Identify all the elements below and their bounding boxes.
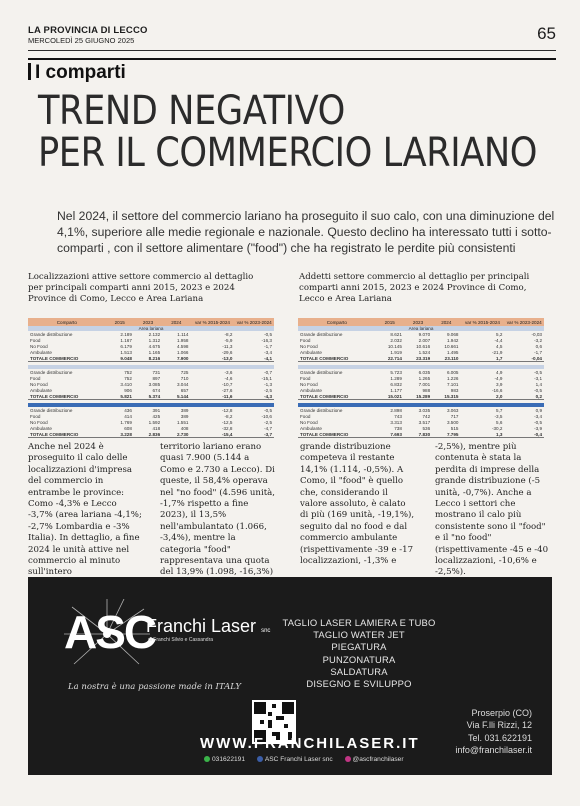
table-total-cell: 7.795 (432, 431, 460, 438)
table-cell: 725 (180, 369, 189, 375)
table-total-cell: 1,3 (460, 431, 504, 438)
table-cell: 1.289 (390, 375, 402, 381)
table-header-row (28, 318, 274, 326)
table-cell: 0,9 (535, 407, 542, 413)
table-cell: -1,7 (534, 349, 542, 355)
table-cell: 5,7 (496, 407, 503, 413)
table-band-label: Area lariana (298, 326, 544, 331)
table-cell: Ambulante (30, 349, 52, 355)
table-total-cell: 5.144 (162, 393, 190, 400)
table-cell: -10,7 (221, 381, 233, 387)
ad-service-item: TAGLIO LASER LAMIERA E TUBO (282, 617, 436, 628)
table-cell: 1.592 (148, 419, 161, 425)
table-caption-localizzazioni: Localizzazioni attive settore commercio al dettaglio per principali comparti anni 2015, 2023 e 2024 Province di Como, Lecco e Area Lariana (28, 272, 254, 304)
ad-service-item: PUNZONATURA (322, 653, 396, 665)
table-cell: 1.942 (446, 337, 459, 343)
table-cell: 657 (180, 387, 189, 393)
table-cell: No Food (300, 381, 318, 387)
table-header-cell: Comparto (298, 318, 376, 326)
table-cell: Food (300, 413, 311, 419)
table-total-cell: 5.374 (134, 393, 162, 400)
table-total-cell: 7.830 (404, 431, 432, 438)
table-cell: 3,9 (496, 381, 503, 387)
table-cell: -5,9 (224, 337, 233, 343)
table-cell: 1.524 (418, 349, 431, 355)
table-total-cell: -11,6 (190, 393, 234, 400)
table-cell: Grande distribuzione (30, 407, 73, 413)
table-cell: 414 (124, 413, 132, 419)
table-cell: No Food (30, 343, 48, 349)
table-header-cell: 2023 (134, 318, 162, 326)
table-cell: -3,5 (494, 413, 503, 419)
table-cell: 3.044 (176, 381, 189, 387)
table-cell: 408 (180, 425, 189, 431)
table-total-cell: 23.110 (432, 355, 460, 362)
ad-services-list (268, 617, 450, 690)
table-cell: -3,2 (534, 337, 542, 343)
table-cell: 5,6 (496, 419, 503, 425)
table-cell: 983 (450, 387, 459, 393)
table-cell: Food (30, 375, 41, 381)
table-cell: 3.517 (418, 419, 431, 425)
ad-service-item: TAGLIO WATER JET (313, 629, 405, 641)
table-cell: 2.132 (148, 331, 161, 337)
ad-service-item: PIEGATURA (331, 641, 387, 653)
table-cell: -0,5 (264, 331, 272, 337)
table-total-cell: 23.319 (404, 355, 432, 362)
table-cell: 7.001 (418, 381, 431, 387)
table-cell: 738 (394, 425, 402, 431)
publication-name: LA PROVINCIA DI LECCO (28, 25, 148, 36)
table-total-cell: 15.021 (376, 393, 404, 400)
table-total-cell: 2.836 (134, 431, 162, 438)
table-cell: -15,1 (261, 375, 272, 381)
table-cell: -12,8 (221, 407, 233, 413)
table-cell: 1.769 (120, 419, 132, 425)
page-header (28, 22, 556, 52)
table-total-cell: TOTALE COMMERCIO (28, 355, 106, 362)
table-header-cell: var % 2023-2024 (504, 318, 544, 326)
table-cell: -4,9 (494, 375, 503, 381)
table-cell: 3.313 (390, 419, 402, 425)
table-cell: 6.832 (390, 381, 402, 387)
ad-facebook-name: ASC Franchi Laser snc (264, 756, 333, 763)
table-total-cell: 2.730 (162, 431, 190, 438)
section-label (28, 62, 126, 84)
table-cell: Grande distribuzione (30, 331, 73, 337)
table-cell: 4,9 (496, 369, 503, 375)
table-cell: No Food (30, 381, 48, 387)
table-cell: 389 (180, 407, 189, 413)
ad-company-name (146, 616, 270, 637)
table-cell: -0,5 (534, 419, 542, 425)
table-cell: 10.661 (444, 343, 459, 349)
headline (38, 88, 538, 176)
table-header-row (298, 318, 544, 326)
section-bar (28, 63, 31, 80)
table-cell: 717 (450, 413, 459, 419)
table-total-cell: 22.714 (376, 355, 404, 362)
table-total-row (28, 431, 274, 438)
ad-service-item: DISEGNO E SVILUPPO (306, 678, 412, 690)
table-addetti (298, 318, 544, 438)
table-total-cell: TOTALE COMMERCIO (28, 393, 106, 400)
table-total-cell: TOTALE COMMERCIO (298, 431, 376, 438)
table-cell: 906 (124, 387, 132, 393)
table-cell: 4.675 (148, 343, 161, 349)
table-cell: -8,2 (224, 413, 233, 419)
table-cell: -4,7 (264, 425, 272, 431)
table-total-cell: 15.315 (432, 393, 460, 400)
advertisement[interactable] (28, 577, 552, 775)
header-rule (28, 50, 556, 51)
table-cell: 1.114 (177, 331, 189, 337)
table-cell: 0,6 (535, 343, 542, 349)
table-cell: 1.167 (120, 337, 132, 343)
table-total-cell: 2,0 (460, 393, 504, 400)
table-header-cell: var % 2015-2024 (460, 318, 504, 326)
table-cell: 2.007 (418, 337, 431, 343)
ad-address-street: Via F.lli Rizzi, 12 (466, 720, 532, 731)
table-cell: 3.410 (120, 381, 132, 387)
table-cell: 1.551 (176, 419, 189, 425)
table-cell: -32,8 (221, 425, 233, 431)
facebook-icon (257, 756, 263, 762)
table-cell: 742 (422, 413, 431, 419)
table-cell: 10.145 (387, 343, 402, 349)
table-total-cell: 8.216 (134, 355, 162, 362)
table-cell: -3,4 (534, 413, 542, 419)
table-header-cell: var % 2023-2024 (234, 318, 274, 326)
table-cell: Grande distribuzione (30, 369, 73, 375)
table-cell: -2,5 (264, 387, 272, 393)
table-cell: 3.035 (418, 407, 431, 413)
table-header-cell: 2024 (162, 318, 190, 326)
table-cell: -16,6 (491, 387, 503, 393)
table-header-cell: var % 2015-2024 (190, 318, 234, 326)
table-cell: -2,5 (264, 419, 272, 425)
table-cell: -3,6 (224, 369, 233, 375)
table-cell: 4,5 (496, 343, 503, 349)
ad-whatsapp[interactable] (204, 756, 245, 763)
table-cell: 1.165 (148, 349, 161, 355)
table-cell: 1.265 (418, 375, 431, 381)
table-cell: -16,3 (261, 337, 272, 343)
section-rule (28, 58, 556, 60)
whatsapp-icon (204, 756, 210, 762)
ad-service-item: SALDATURA (330, 665, 388, 677)
table-cell: No Food (300, 343, 318, 349)
section-text: I comparti (35, 62, 126, 83)
table-cell: Ambulante (30, 425, 52, 431)
table-cell: Food (300, 375, 311, 381)
table-cell: 5.723 (390, 369, 402, 375)
table-cell: 2.898 (390, 407, 402, 413)
table-total-cell: TOTALE COMMERCIO (298, 393, 376, 400)
table-cell: -3,4 (264, 349, 272, 355)
ad-website-link[interactable]: WWW.FRANCHILASER.IT (200, 735, 420, 752)
table-cell: 1.177 (390, 387, 402, 393)
table-cell: 391 (152, 407, 161, 413)
table-cell: Grande distribuzione (300, 331, 343, 337)
table-cell: 425 (152, 413, 161, 419)
table-cell: -29,6 (221, 349, 233, 355)
table-cell: 752 (124, 369, 132, 375)
table-cell: -0,5 (534, 387, 542, 393)
table-cell: 3.500 (446, 419, 459, 425)
table-cell: 4.598 (176, 343, 189, 349)
ad-brand-logo: ASC (64, 606, 156, 658)
table-total-cell: -4,1 (234, 355, 274, 362)
issue-date: MERCOLEDÌ 25 GIUGNO 2025 (28, 36, 135, 45)
table-total-cell: -13,0 (190, 355, 234, 362)
table-cell: 1.495 (446, 349, 459, 355)
table-cell: -3,1 (534, 375, 542, 381)
instagram-icon (345, 756, 351, 762)
table-total-cell: 15.289 (404, 393, 432, 400)
table-total-cell: TOTALE COMMERCIO (28, 431, 106, 438)
table-cell: 2.032 (390, 337, 402, 343)
headline-line-1: TREND NEGATIVO (38, 88, 345, 134)
table-cell: -21,9 (491, 349, 503, 355)
table-header-cell: 2015 (376, 318, 404, 326)
table-cell: 389 (180, 413, 189, 419)
table-cell: 674 (152, 387, 161, 393)
table-cell: Ambulante (30, 387, 52, 393)
table-cell: 7.101 (446, 381, 459, 387)
table-cell: 1.312 (148, 337, 161, 343)
table-cell: 1.958 (176, 337, 189, 343)
table-cell: 9.070 (418, 331, 431, 337)
table-cell: -0,5 (534, 369, 542, 375)
table-cell: Grande distribuzione (300, 407, 343, 413)
table-cell: 418 (152, 425, 161, 431)
table-cell: -0,03 (531, 331, 542, 337)
table-cell: -0,5 (264, 407, 272, 413)
ad-address (455, 707, 532, 756)
ad-address-phone: Tel. 031.622191 (467, 732, 532, 743)
table-total-row (298, 431, 544, 438)
table-cell: Food (30, 337, 41, 343)
table-total-cell: 0,2 (504, 393, 544, 400)
body-column-4: -2,5%), mentre più contenuta è stata la perdita di imprese della grande distribuzione (-5 unità, -0,7%). Anche a Lecco i settori che mostrano il calo più consistente sono il "food" e il "no food" (rispettivamente -45 e -40 localizzazioni, -10,6% e -2,5%). (435, 442, 549, 578)
ad-address-email[interactable]: info@franchilaser.it (455, 744, 532, 755)
body-column-2: territorio lariano erano quasi 7.900 (5.144 a Como e 2.730 a Lecco). Di queste, il 58,4% operava nel "no food" (4.596 unità, -1,7% rispetto a fine 2023), il 13,5% nell'ambulantato (1.066, -3,4%), mentre la categoria "food" rappresentava una quota del 13,9% (1.098, -16,3%) (160, 442, 276, 578)
table-cell: -4,6 (224, 375, 233, 381)
table-total-cell: 7.693 (376, 431, 404, 438)
table-cell: 731 (152, 369, 161, 375)
ad-whatsapp-number: 031622191 (212, 756, 246, 763)
table-cell: -0,7 (264, 369, 272, 375)
table-total-cell: 5.821 (106, 393, 134, 400)
table-cell: No Food (300, 419, 318, 425)
ad-company-subtitle: di Franchi Silvio e Cassandra (148, 637, 214, 643)
table-cell: -4,4 (494, 337, 503, 343)
ad-facebook[interactable] (257, 756, 333, 763)
body-column-3: grande distribuzione competeva il restante 14,1% (1.114, -0,5%). A Como, il "food" è quello che, considerando il valore assoluto, è calato di più (169 unità, -19,1%), seguito dal no food e dal commercio ambulante (rispettivamente -39 e -17 localizzazioni, -1,3% e (300, 442, 415, 567)
table-header-cell: 2023 (404, 318, 432, 326)
lead-paragraph: Nel 2024, il settore del commercio lariano ha proseguito il suo calo, con una diminuzione del 4,1%, superiore alle medie regionale e nazionale. Questo declino ha interessato tutti i sotto-comparti , con il settore alimentare ("food") che ha registrato le perdite più consistenti (57, 209, 555, 255)
table-cell: 1.066 (176, 349, 189, 355)
table-cell: 1.919 (390, 349, 402, 355)
headline-line-2: PER IL COMMERCIO LARIANO (38, 130, 538, 176)
ad-instagram-handle: @ascfranchilaser (352, 756, 404, 763)
data-table (28, 318, 274, 438)
table-cell: 1.226 (446, 375, 459, 381)
table-cell: 608 (124, 425, 132, 431)
table-cell: 752 (124, 375, 132, 381)
table-cell: 897 (152, 375, 161, 381)
table-cell: -8,2 (224, 331, 233, 337)
table-cell: 536 (422, 425, 431, 431)
table-cell: 436 (124, 407, 132, 413)
table-cell: 6.179 (120, 343, 132, 349)
table-total-cell: 1,7 (460, 355, 504, 362)
table-cell: 10.616 (416, 343, 431, 349)
table-total-cell: 9.048 (106, 355, 134, 362)
table-cell: Ambulante (300, 387, 322, 393)
table-cell: 743 (394, 413, 402, 419)
ad-slogan: La nostra è una passione made in ITALY (68, 682, 241, 692)
ad-company-suffix: snc (261, 628, 271, 634)
table-total-cell: 3.228 (106, 431, 134, 438)
table-cell: 710 (180, 375, 189, 381)
table-cell: 3.063 (446, 407, 459, 413)
ad-address-city: Proserpio (CO) (471, 708, 532, 718)
table-cell: -1,3 (264, 381, 272, 387)
table-cell: -10,6 (261, 413, 272, 419)
table-caption-addetti: Addetti settore commercio al dettaglio per principali comparti anni 2015, 2023 e 2024 Province di Como, Lecco e Area Lariana (299, 272, 530, 304)
table-cell: Food (30, 413, 41, 419)
table-cell: Ambulante (300, 349, 322, 355)
table-total-cell: -15,4 (190, 431, 234, 438)
data-table (298, 318, 544, 438)
table-header-cell: Comparto (28, 318, 106, 326)
table-cell: No Food (30, 419, 48, 425)
table-cell: 8.621 (390, 331, 402, 337)
table-total-cell: -0,4 (504, 431, 544, 438)
table-cell: 3.085 (148, 381, 161, 387)
table-total-cell: -3,7 (234, 431, 274, 438)
table-total-cell: 7.900 (162, 355, 190, 362)
ad-contacts (204, 756, 414, 763)
table-cell: Food (300, 337, 311, 343)
table-cell: -12,5 (221, 419, 233, 425)
table-cell: -11,3 (222, 343, 233, 349)
table-cell: 6.005 (446, 369, 459, 375)
table-cell: 2.189 (120, 331, 132, 337)
table-cell: -1,7 (264, 343, 272, 349)
table-cell: Grande distribuzione (300, 369, 343, 375)
table-cell: Ambulante (300, 425, 322, 431)
table-cell: 6.035 (418, 369, 431, 375)
table-cell: -30,2 (491, 425, 503, 431)
table-cell: 515 (450, 425, 459, 431)
table-total-cell: -4,3 (234, 393, 274, 400)
table-cell: 1.513 (120, 349, 132, 355)
table-total-cell: TOTALE COMMERCIO (298, 355, 376, 362)
table-header-cell: 2024 (432, 318, 460, 326)
table-header-cell: 2015 (106, 318, 134, 326)
table-cell: -27,6 (221, 387, 233, 393)
table-cell: 5,2 (496, 331, 503, 337)
ad-company-name-text: Franchi Laser (146, 616, 257, 636)
page-number: 65 (537, 24, 556, 43)
body-column-1: Anche nel 2024 è proseguito il calo delle localizzazioni d'impresa del commercio in entrambe le province: Como -4,3% e Lecco -3,7% (area lariana -4,1%; -2,7% Lombardia e -3% Italia). In dettaglio, a fine 2024 le unità attive nel commercio al minuto sull'intero (28, 442, 142, 578)
table-cell: -3,9 (534, 425, 542, 431)
table-cell: 1,4 (535, 381, 542, 387)
table-localizzazioni (28, 318, 274, 438)
table-total-cell: -0,04 (504, 355, 544, 362)
table-band-label: Area lariana (28, 326, 274, 331)
ad-instagram[interactable] (345, 756, 404, 763)
table-cell: 988 (422, 387, 431, 393)
table-cell: 9.068 (446, 331, 459, 337)
